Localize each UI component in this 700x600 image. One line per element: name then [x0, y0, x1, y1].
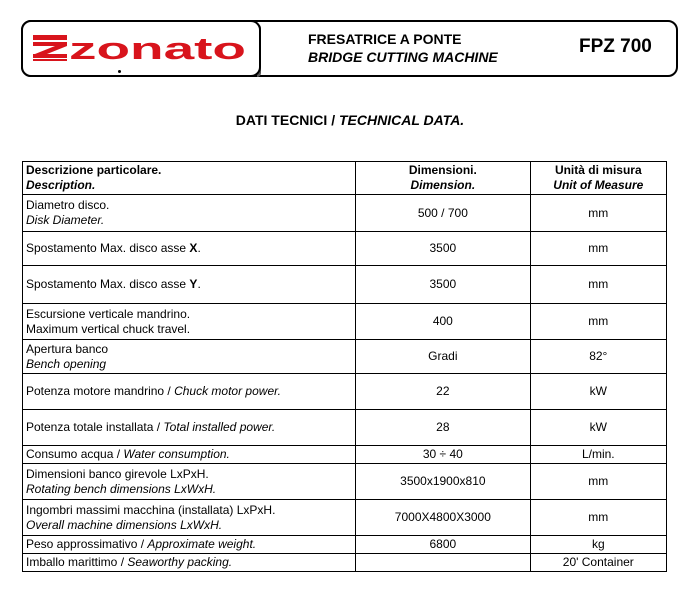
desc-suffix: .	[197, 241, 201, 255]
row-unit: 82°	[530, 340, 666, 374]
header-title-en: BRIDGE CUTTING MACHINE	[308, 49, 498, 65]
row-unit: kW	[530, 374, 666, 410]
header-dimension-it: Dimensioni.	[408, 163, 477, 177]
section-title-it: DATI TECNICI /	[235, 112, 336, 128]
row-description	[23, 554, 356, 572]
table-row	[23, 464, 667, 500]
desc-it: Peso approssimativo /	[26, 537, 148, 551]
row-value: 3500	[356, 266, 530, 304]
desc-en: Rotating bench dimensions LxWxH.	[26, 481, 217, 496]
row-value: 3500x1900x810	[356, 464, 530, 500]
desc-it: Potenza motore mandrino /	[26, 384, 175, 398]
row-description	[23, 266, 356, 304]
desc-it: Escursione verticale mandrino.	[26, 306, 191, 321]
row-unit: mm	[530, 304, 666, 340]
header-unit-it: Unità di misura	[554, 163, 642, 177]
row-unit: mm	[530, 464, 666, 500]
technical-data-table	[22, 161, 667, 572]
table-row	[23, 340, 667, 374]
row-value: 30 ÷ 40	[356, 446, 530, 464]
desc-en: Bench opening	[26, 356, 107, 371]
row-value: 22	[356, 374, 530, 410]
row-unit: mm	[530, 266, 666, 304]
row-value: 3500	[356, 232, 530, 266]
logo-dot	[118, 70, 121, 73]
table-row	[23, 554, 667, 572]
zonato-logo	[33, 35, 248, 61]
row-description	[23, 446, 356, 464]
desc-it: Dimensioni banco girevole LxPxH.	[26, 466, 209, 481]
header-unit-en: Unit of Measure	[553, 178, 644, 192]
row-value: Gradi	[356, 340, 530, 374]
header-description-it: Descrizione particolare.	[26, 163, 162, 177]
row-description	[23, 340, 356, 374]
axis-label: X	[189, 241, 198, 255]
table-row	[23, 446, 667, 464]
desc-suffix: .	[197, 277, 201, 291]
row-description	[23, 374, 356, 410]
desc-en: Total installed power.	[163, 420, 276, 434]
table-row	[23, 410, 667, 446]
row-unit: mm	[530, 500, 666, 536]
row-value: 7000X4800X3000	[356, 500, 530, 536]
desc-en: Water consumption.	[123, 447, 230, 461]
row-description	[23, 195, 356, 232]
row-unit: mm	[530, 195, 666, 232]
header-description-en: Description.	[26, 178, 96, 192]
row-description	[23, 464, 356, 500]
desc-en: Maximum vertical chuck travel.	[26, 321, 191, 336]
model-code: FPZ 700	[579, 36, 652, 57]
table-row	[23, 500, 667, 536]
desc-it: Apertura banco	[26, 341, 109, 356]
row-value	[356, 554, 530, 572]
header-dimension-en: Dimension.	[410, 178, 476, 192]
desc-it: Spostamento Max. disco asse	[26, 277, 190, 291]
row-description	[23, 232, 356, 266]
row-unit: L/min.	[530, 446, 666, 464]
section-title-en: TECHNICAL DATA.	[338, 112, 465, 128]
header-dimension	[356, 162, 530, 195]
desc-it: Spostamento Max. disco asse	[26, 241, 190, 255]
row-unit: kg	[530, 536, 666, 554]
table-row	[23, 195, 667, 232]
table-row	[23, 374, 667, 410]
desc-it: Consumo acqua /	[26, 447, 124, 461]
table-header-row	[23, 162, 667, 195]
row-unit: 20' Container	[530, 554, 666, 572]
row-value: 400	[356, 304, 530, 340]
table-row	[23, 304, 667, 340]
row-description	[23, 410, 356, 446]
desc-it: Potenza totale installata /	[26, 420, 164, 434]
desc-it: Diametro disco.	[26, 198, 110, 212]
row-unit: mm	[530, 232, 666, 266]
desc-en: Chuck motor power.	[174, 384, 282, 398]
desc-en: Approximate weight.	[147, 537, 257, 551]
header-description	[23, 162, 356, 195]
desc-en: Overall machine dimensions LxWxH.	[26, 517, 223, 532]
desc-it: Ingombri massimi macchina (installata) LxPxH.	[26, 502, 276, 517]
row-value: 28	[356, 410, 530, 446]
table-row	[23, 266, 667, 304]
row-description	[23, 536, 356, 554]
header-unit	[530, 162, 666, 195]
row-value: 6800	[356, 536, 530, 554]
row-value: 500 / 700	[356, 195, 530, 232]
table-row	[23, 232, 667, 266]
desc-it: Imballo marittimo /	[26, 555, 128, 569]
section-title	[0, 112, 700, 128]
row-description	[23, 304, 356, 340]
axis-label: Y	[189, 277, 198, 291]
desc-en: Seaworthy packing.	[127, 555, 233, 569]
header-title-it: FRESATRICE A PONTE	[308, 31, 462, 47]
desc-en: Disk Diameter.	[26, 213, 105, 227]
table-row	[23, 536, 667, 554]
row-unit: kW	[530, 410, 666, 446]
row-description	[23, 500, 356, 536]
logo-text: zonato	[69, 35, 246, 61]
